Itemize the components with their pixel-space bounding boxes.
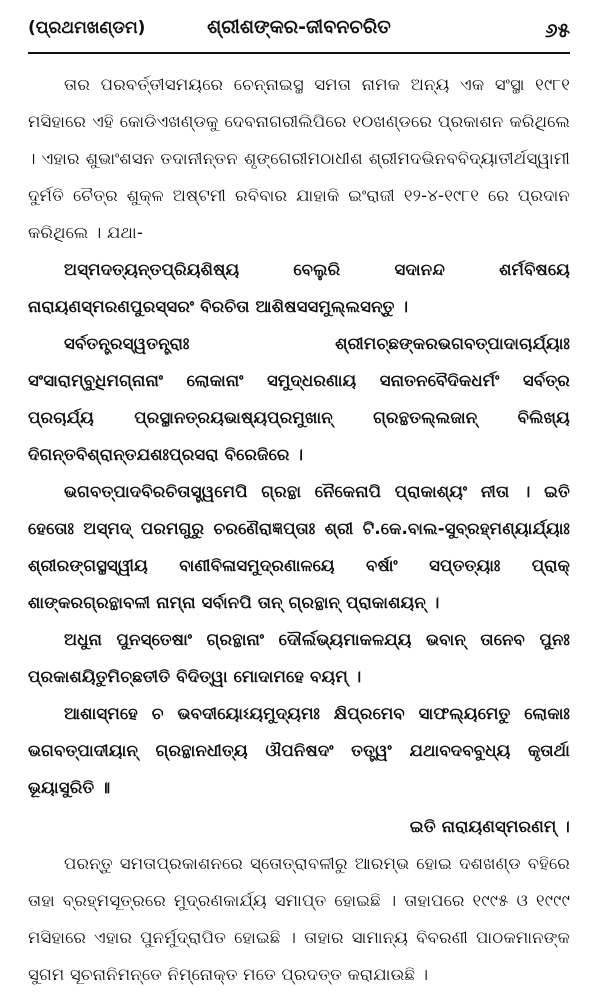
page-header: [28, 12, 570, 54]
quote-paragraph-2: ସର୍ବତନ୍ତ୍ରସ୍ୱତନ୍ତ୍ରାଃ ଶ୍ରୀମଚ୍ଛଙ୍କରଭଗବତ୍ପାଦାଚାର୍ଯ୍ୟାଃ ସଂସାରାମ୍ବୁଧିମଗ୍ନାନାଂ ଲୋକାନାଂ ସମୁଦ୍ଧରଣାୟ ସନାତନବୈଦିକଧର୍ମଂ ସର୍ବତ୍ର ପ୍ରଚାର୍ଯ୍ୟ ପ୍ରସ୍ଥାନତ୍ରୟଭାଷ୍ୟପ୍ରମୁଖାନ୍ ଗ୍ରନ୍ଥତଲ୍ଲଜାନ୍ ବିଲିଖ୍ୟ ଦିଗନ୍ତବିଶ୍ରାନ୍ତଯଶଃପ୍ରସରା ବିରେଜିରେ ।: [28, 334, 570, 464]
quote-paragraph-3: ଭଗବତ୍ପାଦବିରଚିତାସ୍ତ୍ୱମେପି ଗ୍ରନ୍ଥା ନୈକେନାପି ପ୍ରାକାଶ୍ୟଂ ନୀତା । ଇତି ହେତୋଃ ଅସ୍ମଦ୍ ପରମଗୁରୁ ଚରଣୈରାଜ୍ଞପ୍ତାଃ ଶ୍ରୀ ଟି.କେ.ବାଲ-ସୁବ୍ରହ୍ମଣ୍ୟାର୍ଯ୍ୟାଃ ଶ୍ରୀରଙ୍ଗସ୍ଥସ୍ୱୀୟ ବାଣୀବିଳାସମୁଦ୍ରଣାଳୟେ ବର୍ଷାଂ ସପ୍ତତ୍ୟାଃ ପ୍ରାକ୍ ଶାଙ୍କରଗ୍ରନ୍ଥାବଳୀ ନାମ୍ନା ସର୍ବାନପି ତାନ୍ ଗ୍ରନ୍ଥାନ୍ ପ୍ରାକାଶୟନ୍ ।: [28, 482, 570, 612]
signature-line: ଇତି ନାରାୟଣସ୍ମରଣମ୍ ।: [409, 817, 570, 836]
quote-paragraph-4: ଅଧୁନା ପୁନସ୍ତେଷାଂ ଗ୍ରନ୍ଥାନାଂ ଦୌର୍ଲଭ୍ୟମାକଳଯ୍ୟ ଭବାନ୍ ତାନେବ ପୁନଃ ପ୍ରକାଶୟିତୁମିଚ୍ଛତୀତି ବିଦିତ୍ୱା ମୋଦାମହେ ବୟମ୍ ।: [28, 630, 570, 686]
page-body: [28, 66, 570, 993]
page-title: ଶ୍ରୀଶଙ୍କର-ଜୀବନଚରିତ: [207, 16, 391, 38]
quote-paragraph-5: ଆଶାସ୍ମହେ ଚ ଭବଦୀୟୋଽୟମୁଦ୍ୟମଃ କ୍ଷିପ୍ରମେବ ସାଫଲ୍ୟମେତୁ ଲୋକାଃ ଭଗବତ୍ପାଦୀୟାନ୍ ଗ୍ରନ୍ଥାନଧୀତ୍ୟ ଔପନିଷଦଂ ତତ୍ତ୍ୱଂ ଯଥାବଦବବୁଧ୍ୟ କୃତାର୍ଥା ଭୂୟାସୁରିତି ॥: [28, 704, 570, 797]
page-number: ୬୫: [544, 18, 570, 42]
quote-paragraph-1: ଅସ୍ମଦତ୍ୟନ୍ତପ୍ରିୟଶିଷ୍ୟ ବେଲୁରି ସଦାନନ୍ଦ ଶର୍ମବିଷୟେ ନାରାୟଣସ୍ମରଣପୁରସ୍ସରଂ ବିରଚିତା ଆଶିଷସସମୁଲ୍ଲସନ୍ତୁ ।: [28, 260, 570, 316]
closing-paragraph: ପରନ୍ତୁ ସମତାପ୍ରକାଶନରେ ସ୍ତୋତ୍ରାବଳୀରୁ ଆରମ୍ଭ ହୋଇ ଦଶଖଣ୍ଡ ବହିରେ ତାହା ବ୍ରହ୍ମସୂତ୍ରରେ ମୁଦ୍ରଣକାର୍ଯ୍ୟ ସମାପ୍ତ ହୋଇଛି । ତାହାପରେ ୧୯୯୫ ଓ ୧୯୯୯ ମସିହାରେ ଏହାର ପୁନର୍ମୁଦ୍ରାପିତ ହୋଇଛି । ତାହାର ସାମାନ୍ୟ ବିବରଣୀ ପାଠକମାନଙ୍କ ସୁଗମ ସୂଚନାନିମନ୍ତେ ନିମ୍ନୋକ୍ତ ମତେ ପ୍ରଦତ୍ତ କରାଯାଉଛି ।: [28, 854, 570, 984]
section-label: (ପ୍ରଥମଖଣ୍ଡମ): [28, 18, 146, 38]
intro-paragraph: ତାର ପରବର୍ତ୍ତୀସମୟରେ ଚେନ୍ନାଇସ୍ଥ ସମତା ନାମକ ଅନ୍ୟ ଏକ ସଂସ୍ଥା ୧୯୮୧ ମସିହାରେ ଏହି କୋଡିଏଖଣ୍ଡକୁ ଦେବନାଗରୀଲିପିରେ ୧୦ଖଣ୍ଡରେ ପ୍ରକାଶନ କରିଥିଲେ । ଏହାର ଶୁଭାଂଶସନ ତଦାନୀନ୍ତନ ଶୃଙ୍ଗେରୀମଠାଧୀଶ ଶ୍ରୀମଦଭିନବବିଦ୍ୟାତୀର୍ଥସ୍ୱାମୀ ଦୁର୍ମତି ଚୈତ୍ର ଶୁକ୍ଳ ଅଷ୍ଟମୀ ରବିବାର ଯାହାକି ଇଂରାଜୀ ୧୨-୪-୧୯୮୧ ରେ ପ୍ରଦାନ କରିଥିଲେ । ଯଥା-: [28, 75, 570, 242]
